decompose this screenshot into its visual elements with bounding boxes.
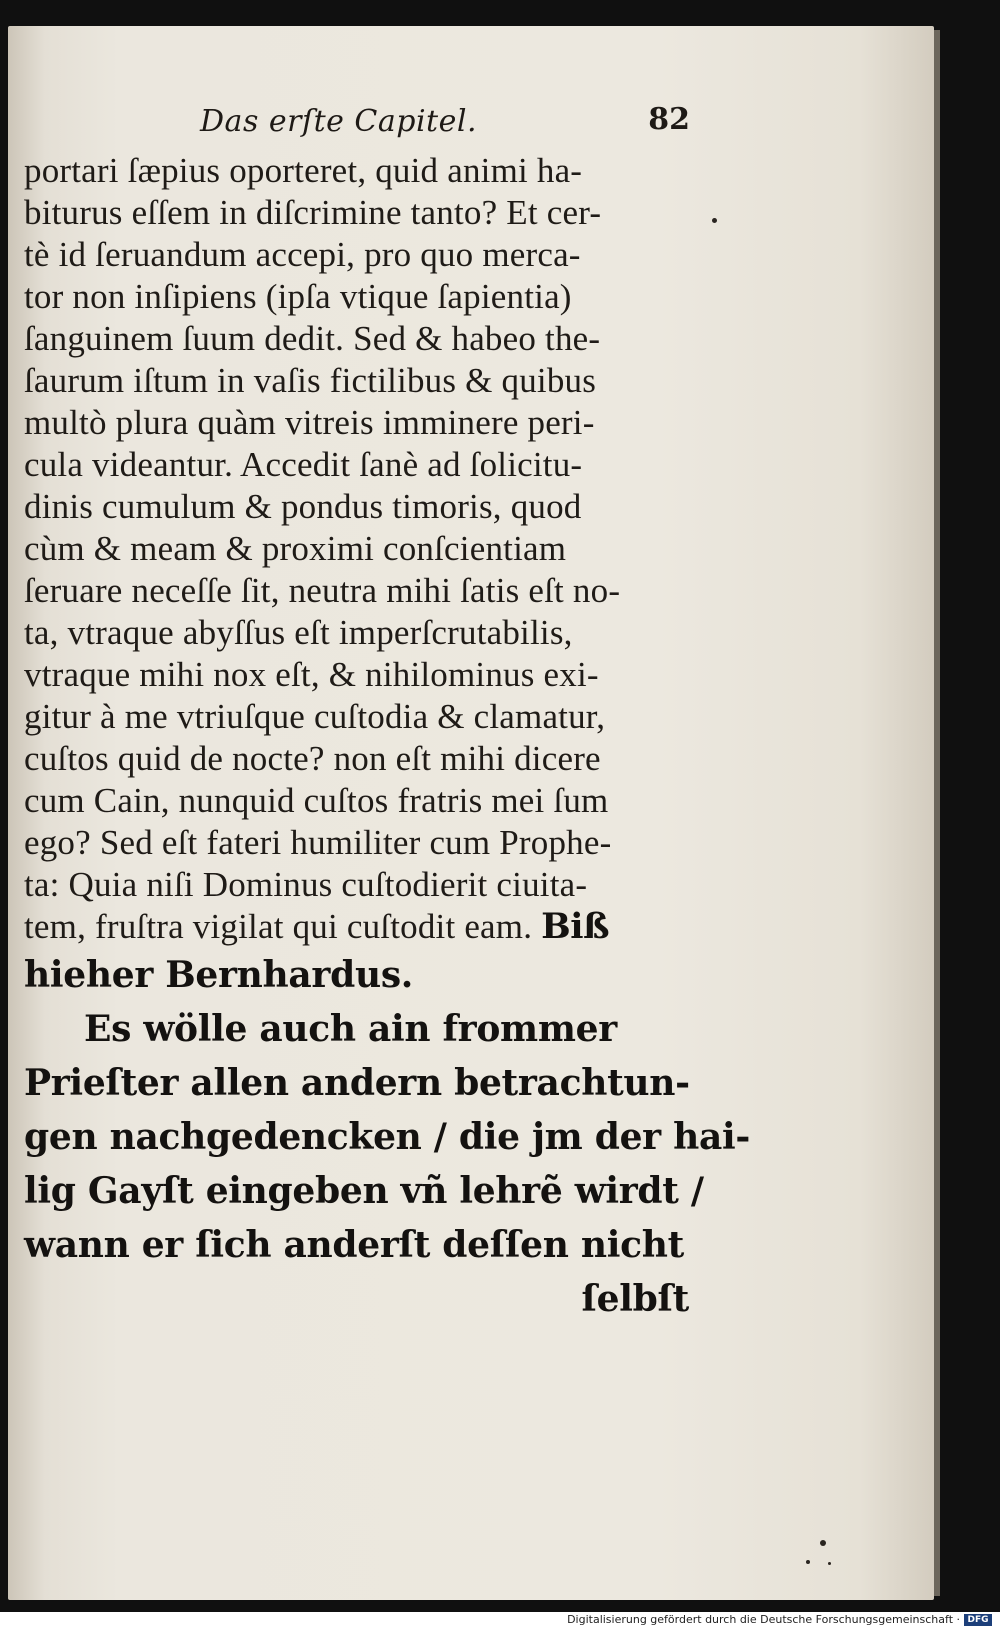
text-line: dinis cumulum & pondus timoris, quod [24,487,582,526]
footer-credit: Digitalisierung gefördert durch die Deutsche Forschungsgemeinschaft · [567,1613,960,1626]
text-line: ſanguinem ſuum dedit. Sed & habeo the- [24,319,601,358]
text-line: biturus eſſem in diſcrimine tanto? Et cer- [24,193,602,232]
digitization-footer [0,1612,1000,1628]
text-line: ſeruare neceſſe ſit, neutra mihi ſatis eſt no- [24,571,621,610]
fraktur-line: gen nachgedencken / die jm der hai- [24,1116,750,1158]
page-edge [934,30,940,1596]
fraktur-line: Es wölle auch ain frommer [84,1008,617,1050]
fraktur-line: wann er ſich anderſt deſſen nicht [24,1224,684,1266]
text-line: ego? Sed eſt fateri humiliter cum Prophe- [24,823,612,862]
catchword: ſelbſt [581,1278,689,1320]
text-line: multò plura quàm vitreis imminere peri- [24,403,595,442]
text-line: ta: Quia niſi Dominus cuſtodierit ciuita- [24,865,588,904]
fraktur-line: lig Gayſt eingeben vñ lehrẽ wirdt / [24,1170,704,1212]
ink-speck [712,218,717,223]
text-line: cuſtos quid de nocte? non eſt mihi dicere [24,739,601,778]
running-head: Das erſte Capitel. [200,104,477,139]
fraktur-line: hieher Bernhardus. [24,954,414,996]
text-line-segment: tem, fruſtra vigilat qui cuſtodit eam. [24,907,533,946]
text-line: gitur à me vtriuſque cuſtodia & clamatur, [24,697,606,736]
text-line: portari ſæpius oporteret, quid animi ha- [24,151,583,190]
ink-speck [820,1540,826,1546]
text-line: vtraque mihi nox eſt, & nihilominus exi- [24,655,599,694]
text-line [24,906,689,948]
blackletter-word: Biß [541,906,610,947]
fraktur-line: Prieſter allen andern betrachtun- [24,1062,690,1104]
text-line: ta, vtraque abyſſus eſt imperſcrutabilis, [24,613,573,652]
text-line: cula videantur. Accedit ſanè ad ſolicitu- [24,445,583,484]
text-line: ſaurum iſtum in vaſis fictilibus & quibus [24,361,597,400]
page-number: 82 [648,102,690,137]
text-block [24,150,750,1326]
text-line: cùm & meam & proximi conſcientiam [24,529,567,568]
text-line: tè id ſeruandum accepi, pro quo merca- [24,235,581,274]
text-line: tor non inſipiens (ipſa vtique ſapientia) [24,277,572,316]
dfg-logo: DFG [964,1614,992,1626]
ink-speck [828,1562,831,1565]
text-line: cum Cain, nunquid cuſtos fratris mei ſum [24,781,609,820]
page-header [200,100,690,146]
ink-speck [806,1560,810,1564]
